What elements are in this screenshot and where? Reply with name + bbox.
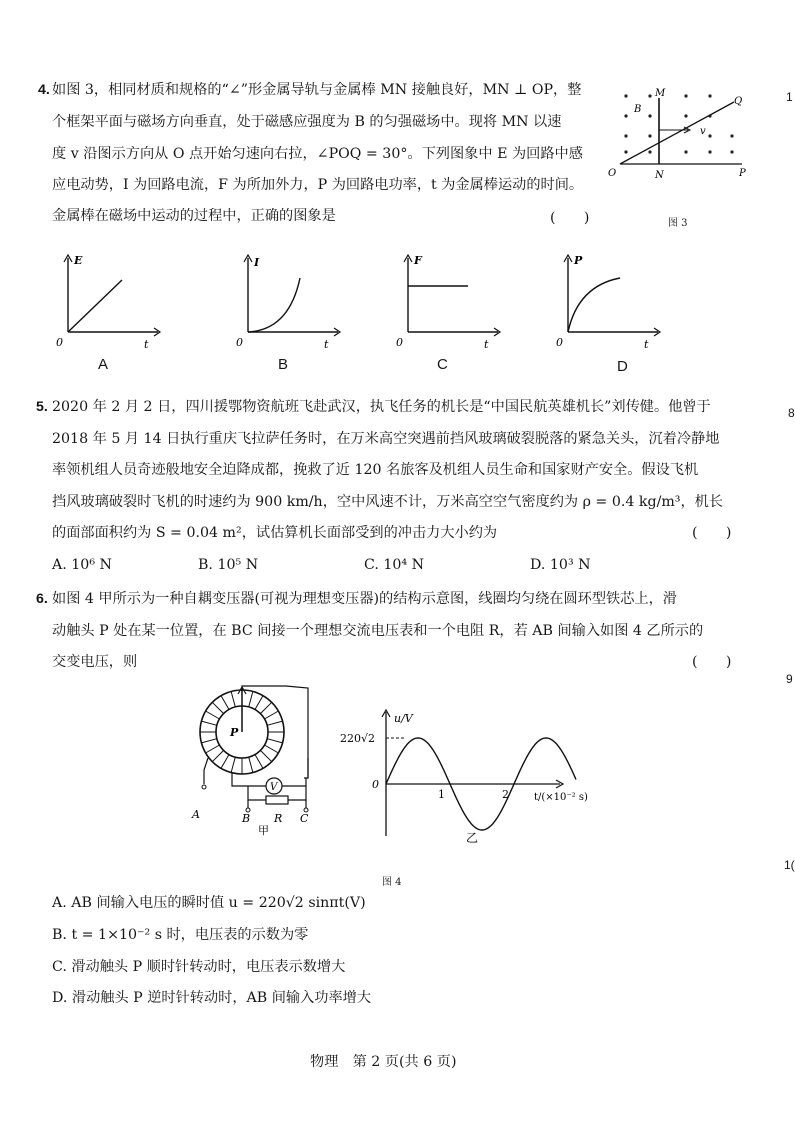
- svg-text:Q: Q: [734, 96, 743, 107]
- question-text-line: 金属棒在磁场中运动的过程中，正确的图象是: [52, 208, 336, 224]
- svg-text:A: A: [192, 808, 200, 821]
- svg-text:t: t: [644, 338, 649, 351]
- svg-text:甲: 甲: [258, 824, 269, 837]
- question-text-line: 个框架平面与磁场方向垂直，处于磁感应强度为 B 的匀强磁场中。现将 MN 以速: [52, 114, 562, 130]
- graph-curve: [248, 278, 300, 332]
- question-text-line: 动触头 P 处在某一位置，在 BC 间接一个理想交流电压表和一个电阻 R，若 AB 间输入如图 4 乙所示的: [52, 623, 704, 639]
- question-text-line: 率领机组人员奇迹般地安全迫降成都，挽救了近 120 名旅客及机组人员生命和国家财产安全。假设飞机: [52, 462, 699, 478]
- svg-text:0: 0: [372, 778, 379, 791]
- option-b: B. t = 1×10⁻² s 时，电压表的示数为零: [52, 927, 309, 943]
- option-c: C. 滑动触头 P 顺时针转动时，电压表示数增大: [52, 959, 346, 975]
- question-text-line: 度 v 沿图示方向从 O 点开始匀速向右拉，∠POQ = 30°。下列图象中 E 为回路中感: [52, 146, 583, 162]
- svg-text:0: 0: [236, 336, 243, 349]
- question-text-line: 的面部面积约为 S = 0.04 m²，试估算机长面部受到的冲击力大小约为: [52, 525, 498, 541]
- svg-text:v: v: [700, 126, 706, 137]
- resistor-r: [266, 796, 288, 804]
- svg-text:P: P: [574, 254, 583, 267]
- question-text-line: 如图 4 甲所示为一种自耦变压器(可视为理想变压器)的结构示意图，线圈均匀绕在圆环型铁芯上，滑: [52, 591, 677, 607]
- figure-3-magnetic-field-rail: [606, 84, 756, 184]
- graph-curve: [68, 280, 122, 332]
- svg-text:1: 1: [438, 788, 445, 801]
- svg-text:t: t: [484, 338, 489, 351]
- svg-text:E: E: [74, 254, 83, 267]
- question-text-line: 挡风玻璃破裂时飞机的时速约为 900 km/h，空中风速不计，万米高空空气密度约为 ρ = 0.4 kg/m³，机长: [52, 494, 724, 510]
- svg-text:0: 0: [56, 336, 63, 349]
- svg-text:2: 2: [502, 788, 509, 801]
- option-label: D: [617, 358, 628, 375]
- question-number: 4.: [38, 82, 50, 98]
- svg-text:t/(×10⁻² s): t/(×10⁻² s): [534, 792, 588, 803]
- svg-text:R: R: [274, 812, 283, 825]
- svg-text:0: 0: [556, 336, 563, 349]
- svg-text:t: t: [144, 338, 149, 351]
- svg-text:乙: 乙: [466, 831, 479, 845]
- option-c: C. 10⁴ N: [364, 557, 425, 573]
- question-text-line: 如图 3，相同材质和规格的“∠”形金属导轨与金属棒 MN 接触良好，MN ⊥ OP，整: [52, 82, 582, 98]
- figure-4-jia-autotransformer: [186, 686, 332, 836]
- question-number: 5.: [36, 399, 48, 415]
- graph-option-b: [234, 252, 344, 352]
- figure-caption: 图 3: [668, 218, 688, 229]
- svg-text:u/V: u/V: [394, 712, 413, 725]
- edge-mark: 9: [786, 672, 793, 686]
- question-text-line: 交变电压，则: [52, 654, 138, 670]
- option-label: B: [278, 356, 289, 373]
- question-number: 6.: [36, 591, 48, 607]
- option-b: B. 10⁵ N: [198, 557, 259, 573]
- edge-mark: 8: [788, 406, 795, 420]
- svg-text:t: t: [324, 338, 329, 351]
- graph-curve: [568, 278, 620, 332]
- svg-text:P: P: [739, 168, 746, 179]
- svg-text:O: O: [608, 168, 617, 179]
- svg-text:F: F: [414, 254, 422, 267]
- svg-text:0: 0: [396, 336, 403, 349]
- option-label: C: [437, 356, 448, 373]
- figure-4-yi-voltage-graph: [336, 708, 618, 850]
- option-label: A: [98, 356, 109, 373]
- edge-mark: 1: [786, 90, 793, 104]
- page-footer: 物理 第 2 页(共 6 页): [310, 1054, 457, 1070]
- graph-option-c: [394, 252, 504, 352]
- svg-text:B: B: [242, 812, 251, 825]
- graph-option-a: [54, 252, 164, 352]
- svg-text:I: I: [254, 256, 260, 269]
- answer-parentheses: ( ): [550, 210, 590, 226]
- question-text-line: 2018 年 5 月 14 日执行重庆飞拉萨任务时，在万米高空突遇前挡风玻璃破裂脱落的紧急关头，沉着冷静地: [52, 431, 720, 447]
- option-a: A. 10⁶ N: [52, 557, 112, 573]
- question-text-line: 应电动势，I 为回路电流，F 为所加外力，P 为回路电功率，t 为金属棒运动的时间。: [52, 177, 584, 193]
- svg-text:M: M: [655, 88, 666, 99]
- answer-parentheses: ( ): [692, 654, 732, 670]
- option-d: D. 10³ N: [530, 557, 591, 573]
- option-a: A. AB 间输入电压的瞬时值 u = 220√2 sinπt(V): [52, 895, 366, 911]
- question-text-line: 2020 年 2 月 2 日，四川援鄂物资航班飞赴武汉，执飞任务的机长是“中国民航英雄机长”刘传健。他曾于: [52, 399, 711, 415]
- graph-option-d: [554, 252, 664, 352]
- svg-text:N: N: [655, 170, 664, 181]
- answer-parentheses: ( ): [692, 525, 732, 541]
- svg-text:P: P: [230, 726, 239, 739]
- edge-mark: 1(: [784, 858, 795, 872]
- option-d: D. 滑动触头 P 逆时针转动时，AB 间输入功率增大: [52, 990, 372, 1006]
- figure-caption: 图 4: [382, 877, 402, 888]
- svg-text:B: B: [634, 104, 642, 115]
- svg-text:V: V: [270, 782, 278, 793]
- svg-text:C: C: [300, 812, 309, 825]
- svg-text:220√2: 220√2: [340, 732, 376, 745]
